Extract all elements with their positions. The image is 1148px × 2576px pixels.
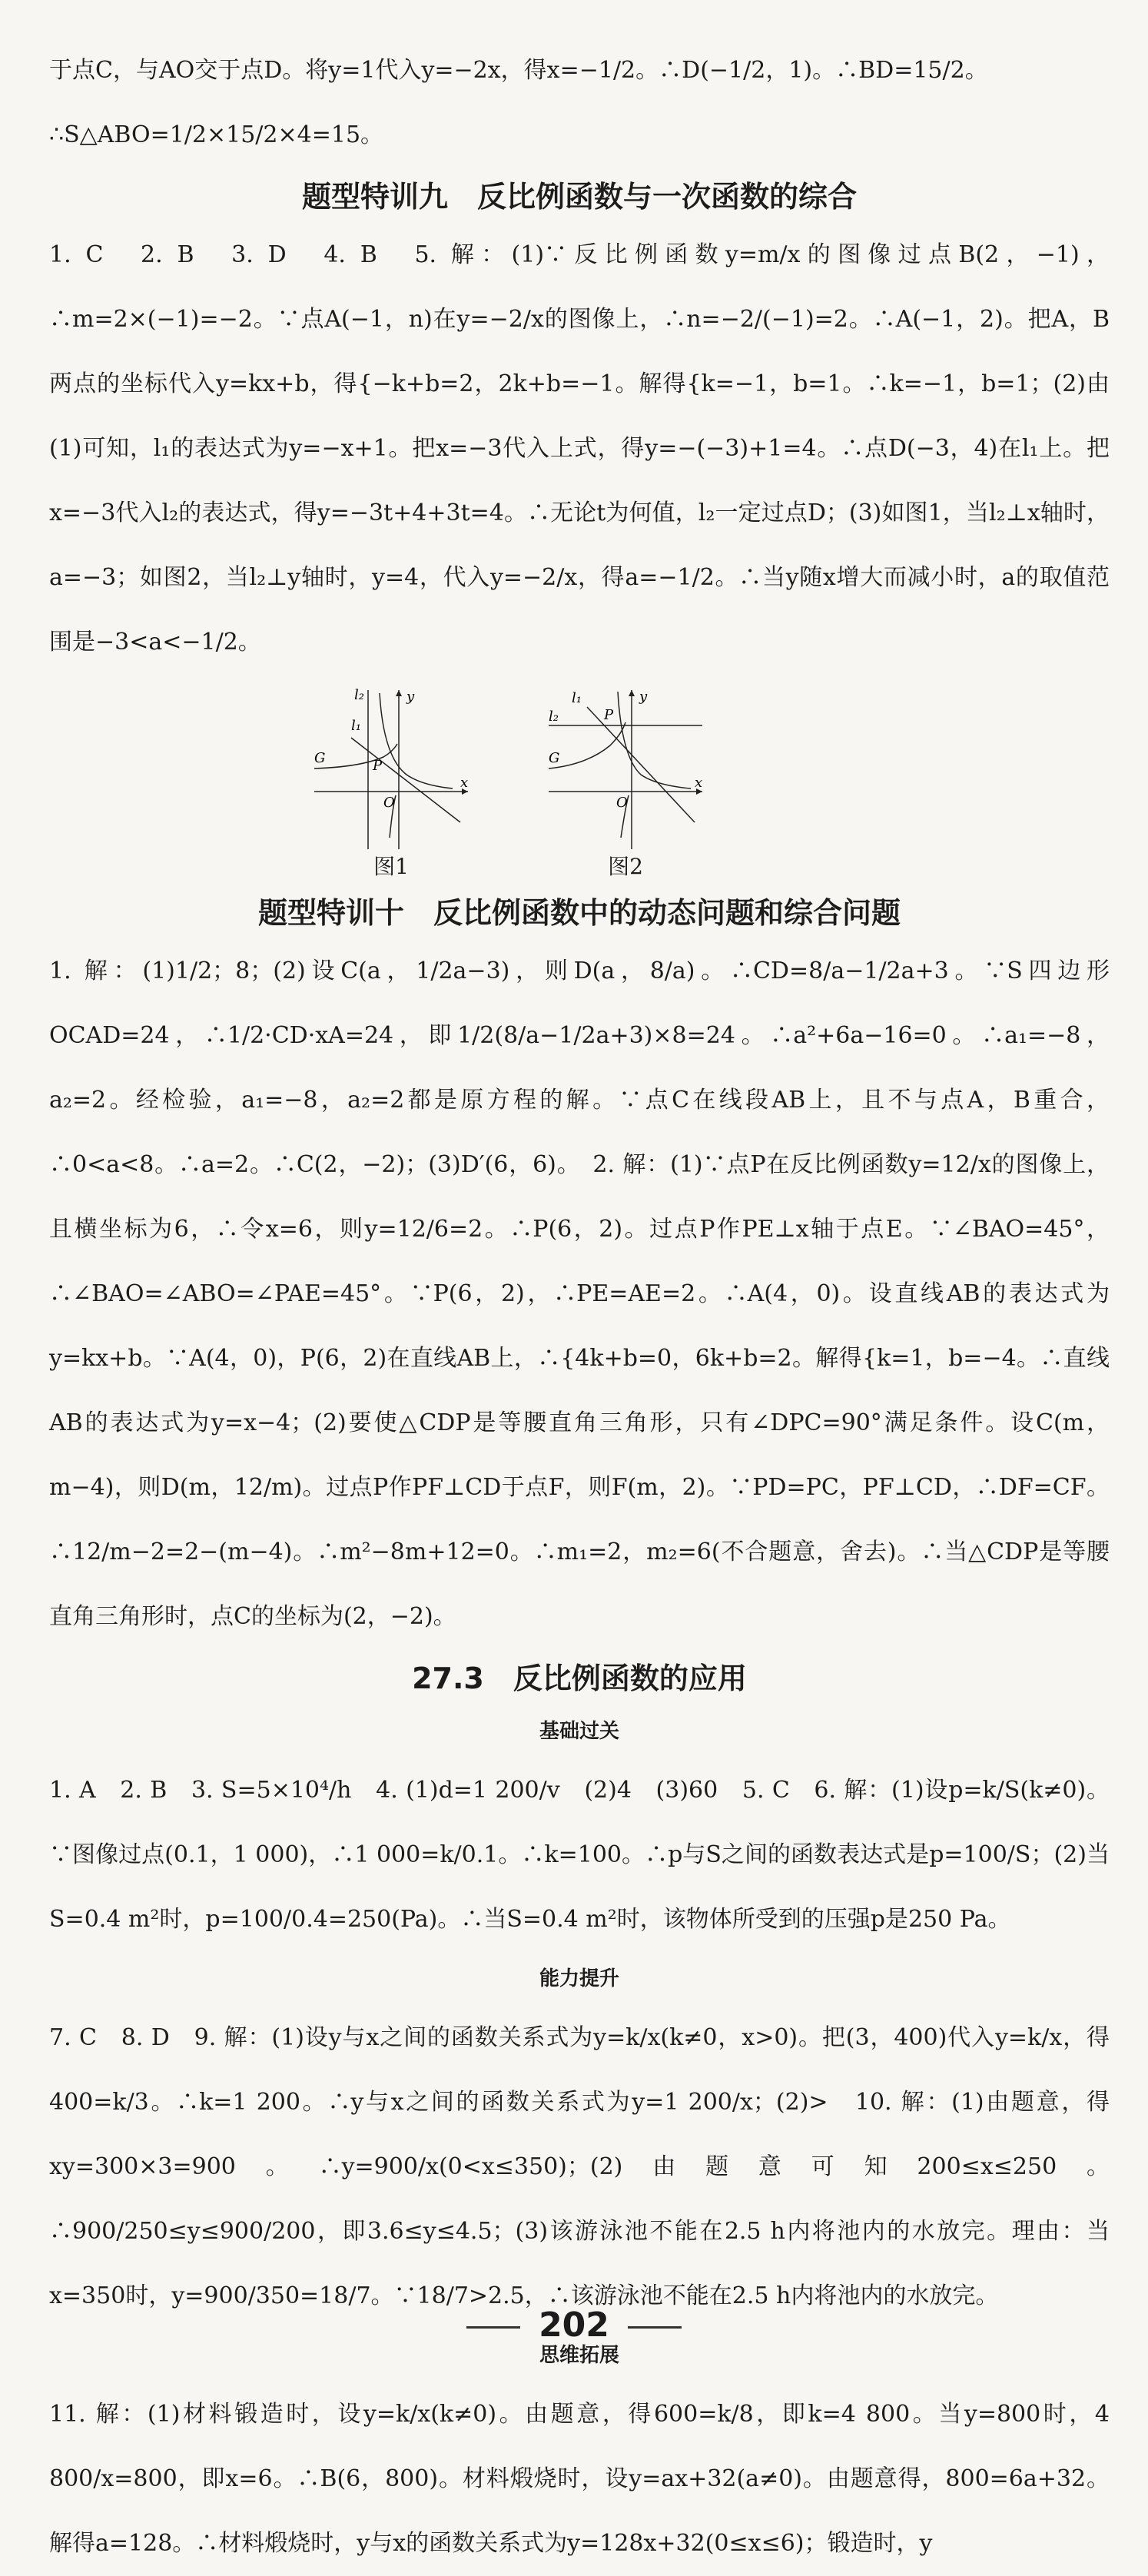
subsection-basic: 基础过关 (539, 1720, 619, 1743)
section-9-paragraph: 1. C 2. B 3. D 4. B 5. 解：(1)∵反比例函数y=m/x的图像过点B(2，−1)，∴m=2×(−1)=−2。∵点A(−1，n)在y=−2/x的图像上，∴n=−2/(−1)=2。∴A(−1，2)。把A，B两点的坐标代入y=kx+b，得{−k+b=2，2k+b=−1。解得{k=−1，b=1。∴k=−1，b=1；(2)由(1)可知，l₁的表达式为y=−x+1。把x=−3代入上式，得y=−(−3)+1=4。∴点D(−3，4)在l₁上。把x=−3代入l₂的表达式，得y=−3t+4+3t=4。∴无论t为何值，l₂一定过点D；(3)如图1，当l₂⊥x轴时，a=−3；如图2，当l₂⊥y轴时，y=4，代入y=−2/x，得a=−1/2。∴当y随x增大而减小时，a的取值范围是−3<a<−1/2。 (49, 241, 1110, 656)
intro-line-1: 于点C，与AO交于点D。将y=1代入y=−2x，得x=−1/2。∴D(−1/2，1)。∴BD=15/2。 (49, 57, 988, 84)
figures-row (49, 684, 1110, 884)
fig2-label-x: x (695, 775, 703, 791)
fig2-label-P: P (604, 707, 614, 723)
figure-2-graph (541, 684, 710, 853)
page-number (0, 2305, 1148, 2345)
fig1-label-l2: l₂ (354, 687, 364, 703)
figure-1-caption: 图1 (373, 854, 409, 879)
page-number-text: 202 (539, 2305, 609, 2345)
page-number-left-dash (466, 2326, 520, 2329)
subsection-ability: 能力提升 (539, 1967, 619, 1990)
fig1-label-l1: l₁ (351, 718, 361, 734)
fig1-label-O: O (383, 795, 395, 811)
fig1-label-P: P (373, 758, 383, 774)
section-27-3-paragraph-1: 1. A 2. B 3. S=5×10⁴/h 4. (1)d=1 200/v (2)4 (3)60 5. C 6. 解：(1)设p=k/S(k≠0)。∵图像过点(0.1，1 000)，∴1 000=k/0.1。∴k=100。∴p与S之间的函数表达式是p=100/S；(2)当S=0.4 m²时，p=100/0.4=250(Pa)。∴当S=0.4 m²时，该物体所受到的压强p是250 Pa。 (49, 1777, 1110, 1933)
fig1-label-y: y (406, 689, 415, 705)
section-10-title: 题型特训十 反比例函数中的动态问题和综合问题 (257, 896, 901, 930)
figure-2-caption: 图2 (608, 854, 643, 879)
section-9-title: 题型特训九 反比例函数与一次函数的综合 (301, 180, 857, 214)
fig2-label-y: y (639, 689, 648, 705)
fig1-label-x: x (460, 775, 469, 791)
fig2-label-G: G (549, 750, 560, 766)
fig2-label-l2: l₂ (549, 709, 559, 725)
answer-page (49, 38, 1110, 2576)
section-27-3-paragraph-3: 11. 解：(1)材料锻造时，设y=k/x(k≠0)。由题意，得600=k/8，即k=4 800。当y=800时，4 800/x=800，即x=6。∴B(6，800)。材料煅烧时，设y=ax+32(a≠0)。由题意得，800=6a+32。解得a=128。∴材料煅烧时，y与x的函数关系式为y=128x+32(0≤x≤6)；锻造时，y (49, 2401, 1110, 2557)
section-10-paragraph-1: 1. 解：(1)1/2；8；(2)设C(a，1/2a−3)，则D(a，8/a)。∴CD=8/a−1/2a+3。∵S四边形OCAD=24，∴1/2·CD·xA=24，即1/2(8/a−1/2a+3)×8=24。∴a²+6a−16=0。∴a₁=−8，a₂=2。经检验，a₁=−8，a₂=2都是原方程的解。∵点C在线段AB上，且不与点A，B重合，∴0<a<8。∴a=2。∴C(2，−2)；(3)D′(6，6)。 2. 解：(1)∵点P在反比例函数y=12/x的图像上，且横坐标为6，∴令x=6，则y=12/6=2。∴P(6，2)。过点P作PE⊥x轴于点E。∵∠BAO=45°，∴∠BAO=∠ABO=∠PAE=45°。∵P(6，2)，∴PE=AE=2。∴A(4，0)。设直线AB的表达式为y=kx+b。∵A(4，0)，P(6，2)在直线AB上，∴{4k+b=0，6k+b=2。解得{k=1，b=−4。∴直线AB的表达式为y=x−4；(2)要使△CDP是等腰直角三角形，只有∠DPC=90°满足条件。设C(m，m−4)，则D(m，12/m)。过点P作PF⊥CD于点F，则F(m，2)。∵PD=PC，PF⊥CD，∴DF=CF。∴12/m−2=2−(m−4)。∴m²−8m+12=0。∴m₁=2，m₂=6(不合题意，舍去)。∴当△CDP是等腰直角三角形时，点C的坐标为(2，−2)。 (49, 958, 1110, 1630)
section-27-3-paragraph-2: 7. C 8. D 9. 解：(1)设y与x之间的函数关系式为y=k/x(k≠0，x>0)。把(3，400)代入y=k/x，得400=k/3。∴k=1 200。∴y与x之间的函数关系式为y=1 200/x；(2)> 10. 解：(1)由题意，得xy=300×3=900。∴y=900/x(0<x≤350)；(2)由题意可知200≤x≤250。∴900/250≤y≤900/200，即3.6≤y≤4.5；(3)该游泳池不能在2.5 h内将池内的水放完。理由：当x=350时，y=900/350=18/7。∵18/7>2.5，∴该游泳池不能在2.5 h内将池内的水放完。 (49, 2024, 1110, 2309)
fig2-label-O: O (616, 795, 628, 811)
page-number-right-dash (628, 2326, 682, 2329)
intro-line-2: ∴S△ABO=1/2×15/2×4=15。 (49, 121, 384, 148)
figure-1 (307, 684, 476, 884)
figure-1-graph (307, 684, 476, 853)
subsection-thinking: 思维拓展 (539, 2344, 619, 2367)
fig2-label-l1: l₁ (572, 690, 582, 706)
figure-2 (541, 684, 710, 884)
section-27-3-title: 27.3 反比例函数的应用 (412, 1661, 747, 1695)
fig1-label-G: G (314, 750, 326, 766)
